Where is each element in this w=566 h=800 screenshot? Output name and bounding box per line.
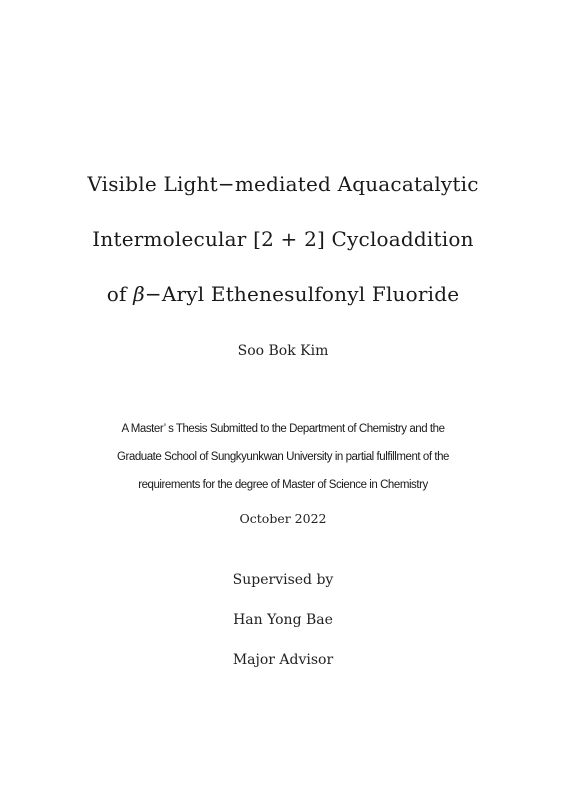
title-line-2: Intermolecular [2 + 2] Cycloaddition [92,227,474,251]
author-name: Soo Bok Kim [237,343,329,359]
submission-date: October 2022 [239,511,327,526]
degree-statement-line-3: requirements for the degree of Master of Science in Chemistry [138,479,428,491]
title-line-3-prefix: of [106,282,134,306]
degree-statement-line-1: A Master’ s Thesis Submitted to the Department of Chemistry and the [121,423,445,435]
advisor-name: Han Yong Bae [233,612,333,628]
title-line-1: Visible Light−mediated Aquacatalytic [87,172,479,196]
advisor-role: Major Advisor [232,652,334,668]
title-line-3 [0,282,566,306]
title-line-3-suffix: −Aryl Ethenesulfonyl Fluoride [144,282,460,306]
supervised-by-label: Supervised by [232,572,334,588]
beta-symbol: β [133,282,145,306]
degree-statement-line-2: Graduate School of Sungkyunkwan University in partial fulfillment of the [117,451,449,463]
